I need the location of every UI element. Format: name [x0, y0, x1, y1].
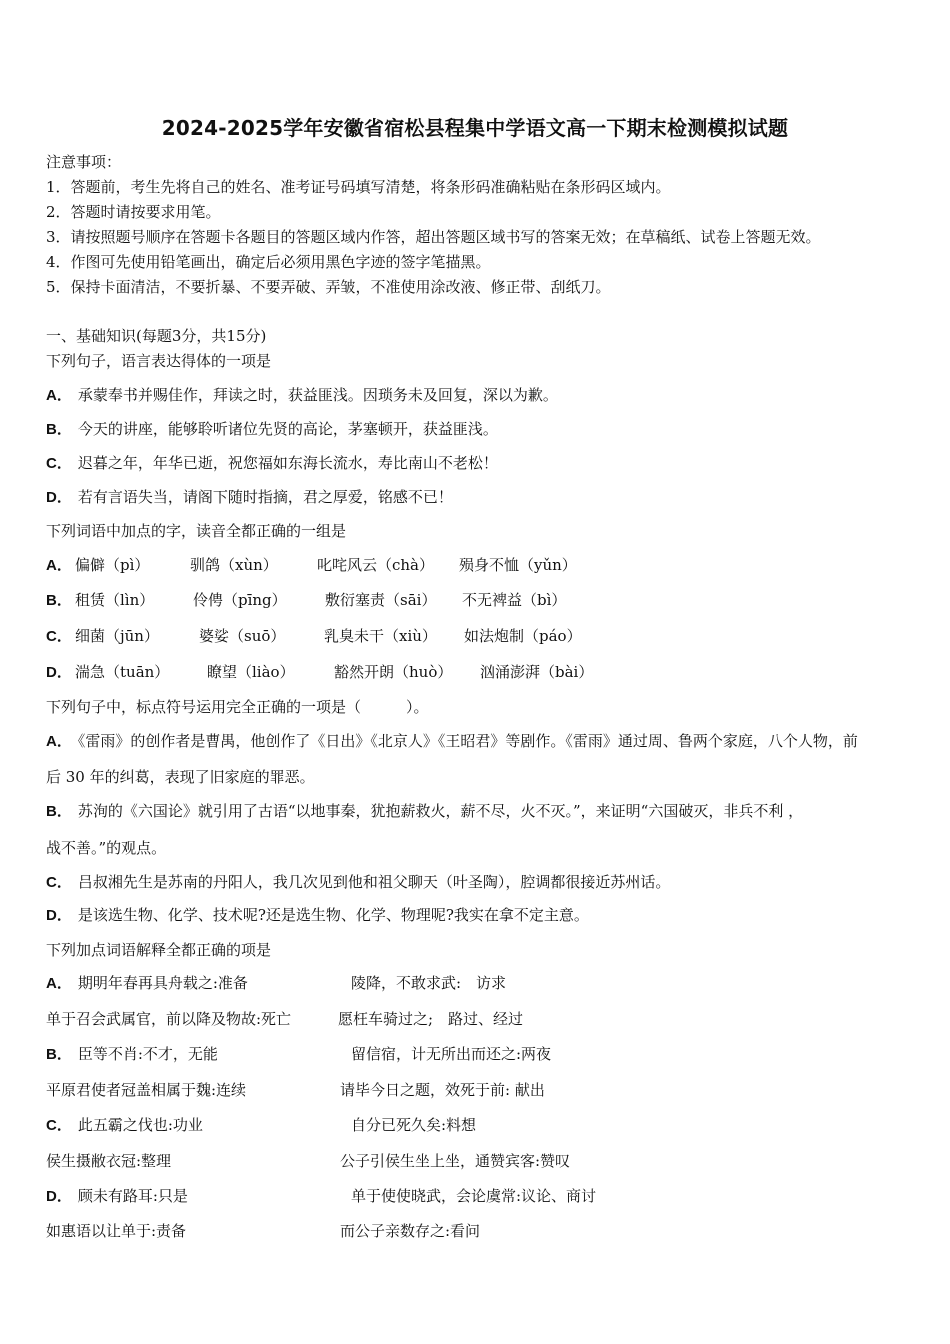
pinyin-item: 瞭望（liào） — [207, 663, 295, 681]
definition-left: A． 期明年春再具舟载之:准备 — [46, 974, 248, 992]
pinyin-item: 驯鸽（xùn） — [190, 556, 278, 574]
option-label: B． — [46, 592, 72, 609]
notice-item: 2．答题时请按要求用笔。 — [46, 203, 221, 221]
option-label: D． — [46, 1188, 72, 1205]
definition-left: 平原君使者冠盖相属于魏:连续 — [46, 1081, 247, 1099]
definition-right: 请毕今日之题，效死于前: 献出 — [340, 1081, 545, 1099]
definition-right: 陵降，不敢求武: 访求 — [351, 974, 507, 992]
option-label: C． — [46, 455, 72, 472]
pinyin-item: 敷衍塞责（sāi） — [325, 591, 437, 609]
definition-left: 单于召会武属官，前以降及物故:死亡 — [46, 1010, 292, 1028]
question-stem: 下列句子中，标点符号运用完全正确的一项是（ ）。 — [46, 698, 429, 716]
option-text: 吕叔湘先生是苏南的丹阳人，我几次见到他和祖父聊天（叶圣陶），腔调都很接近苏州话。 — [77, 873, 671, 891]
option-c — [46, 453, 498, 474]
definition-right: 愿枉车骑过之; 路过、经过 — [338, 1010, 524, 1028]
option-a — [46, 385, 558, 406]
pinyin-item: 不无裨益（bì） — [462, 591, 567, 609]
notice-item: 4．作图可先使用铅笔画出，确定后必须用黑色字迹的签字笔描黑。 — [46, 253, 491, 271]
option-text: 今天的讲座，能够聆听诸位先贤的高论，茅塞顿开，获益匪浅。 — [77, 420, 498, 438]
definition-left: C． 此五霸之伐也:功业 — [46, 1116, 203, 1134]
definition-right: 而公子亲数存之:看问 — [340, 1222, 481, 1240]
option-c — [46, 872, 670, 893]
notice-item: 1．答题前，考生先将自己的姓名、准考证号码填写清楚，将条形码准确粘贴在条形码区域内。 — [46, 178, 671, 196]
definition-left: D． 顾未有路耳:只是 — [46, 1187, 188, 1205]
option-label: B． — [46, 421, 72, 438]
option-label: A． — [46, 387, 72, 404]
option-label: C． — [46, 874, 72, 891]
question-stem: 下列词语中加点的字，读音全都正确的一组是 — [46, 522, 347, 540]
question-stem: 下列句子，语言表达得体的一项是 — [46, 352, 272, 370]
option-label: D． — [46, 907, 72, 924]
pinyin-item: 豁然开朗（huò） — [334, 663, 453, 681]
option-label: D． — [46, 489, 72, 506]
notice-heading: 注意事项： — [46, 153, 122, 171]
option-label: A． — [46, 733, 72, 750]
option-label: D． — [46, 664, 72, 681]
section-heading: 一、基础知识(每题3分，共15分) — [46, 327, 267, 345]
pinyin-item: 乳臭未干（xiù） — [324, 627, 437, 645]
pinyin-item: 婆娑（suō） — [199, 627, 286, 645]
pinyin-item: 伶俜（pīng） — [193, 591, 287, 609]
option-text: 承蒙奉书并赐佳作，拜读之时，获益匪浅。因琐务未及回复，深以为歉。 — [77, 386, 558, 404]
option-d — [46, 905, 589, 926]
pinyin-item: 偏僻（pì） — [75, 556, 150, 574]
option-b — [46, 801, 803, 822]
definition-left: 如惠语以让单于:责备 — [46, 1222, 187, 1240]
option-label: B． — [46, 1046, 72, 1063]
notice-item: 3．请按照题号顺序在答题卡各题目的答题区域内作答，超出答题区域书写的答案无效；在草稿纸、试卷上答题无效。 — [46, 228, 821, 246]
definition-right: 单于使使晓武，会论虞常:议论、商讨 — [351, 1187, 597, 1205]
option-label: C． — [46, 628, 72, 645]
option-b — [46, 419, 498, 440]
exam-title: 2024-2025学年安徽省宿松县程集中学语文高一下期末检测模拟试题 — [161, 116, 789, 140]
pinyin-item: 如法炮制（páo） — [464, 627, 582, 645]
option-continuation: 后 30 年的纠葛，表现了旧家庭的罪恶。 — [46, 768, 315, 786]
definition-left: B． 臣等不肖:不才，无能 — [46, 1045, 218, 1063]
pinyin-item: 汹涌澎湃（bài） — [480, 663, 594, 681]
pinyin-item: 租赁（lìn） — [75, 591, 155, 609]
option-label: C． — [46, 1117, 72, 1134]
option-text: 是该选生物、化学、技术呢?还是选生物、化学、物理呢?我实在拿不定主意。 — [77, 906, 589, 924]
option-text: 《雷雨》的创作者是曹禺，他创作了《日出》《北京人》《王昭君》等剧作。《雷雨》通过周、鲁两个家庭，八个人物，前 — [77, 732, 858, 750]
option-text: 若有言语失当，请阁下随时指摘，君之厚爱，铭感不已！ — [77, 488, 453, 506]
definition-right: 留信宿，计无所出而还之:两夜 — [351, 1045, 552, 1063]
option-d — [46, 487, 453, 508]
option-label: A． — [46, 557, 72, 574]
option-text: 苏洵的《六国论》就引用了古语“以地事秦，犹抱薪救火，薪不尽，火不灭。”，来证明“六国破灭，非兵不利 ， — [77, 802, 804, 820]
option-label: B． — [46, 803, 72, 820]
question-stem: 下列加点词语解释全都正确的项是 — [46, 941, 272, 959]
pinyin-item: 细菌（jūn） — [75, 627, 159, 645]
option-a — [46, 731, 858, 752]
notice-item: 5．保持卡面清洁，不要折暴、不要弄破、弄皱，不准使用涂改液、修正带、刮纸刀。 — [46, 278, 611, 296]
pinyin-item: 殒身不恤（yǔn） — [459, 556, 577, 574]
definition-left: 侯生摄敝衣冠:整理 — [46, 1152, 172, 1170]
definition-right: 公子引侯生坐上坐，通赞宾客:赞叹 — [340, 1152, 571, 1170]
definition-right: 自分已死久矣:料想 — [351, 1116, 477, 1134]
option-text: 迟暮之年，年华已逝，祝您福如东海长流水，寿比南山不老松！ — [77, 454, 498, 472]
option-continuation: 战不善。”的观点。 — [46, 839, 167, 857]
pinyin-item: 叱咤风云（chà） — [317, 556, 435, 574]
option-label: A． — [46, 975, 72, 992]
pinyin-item: 湍急（tuān） — [75, 663, 170, 681]
